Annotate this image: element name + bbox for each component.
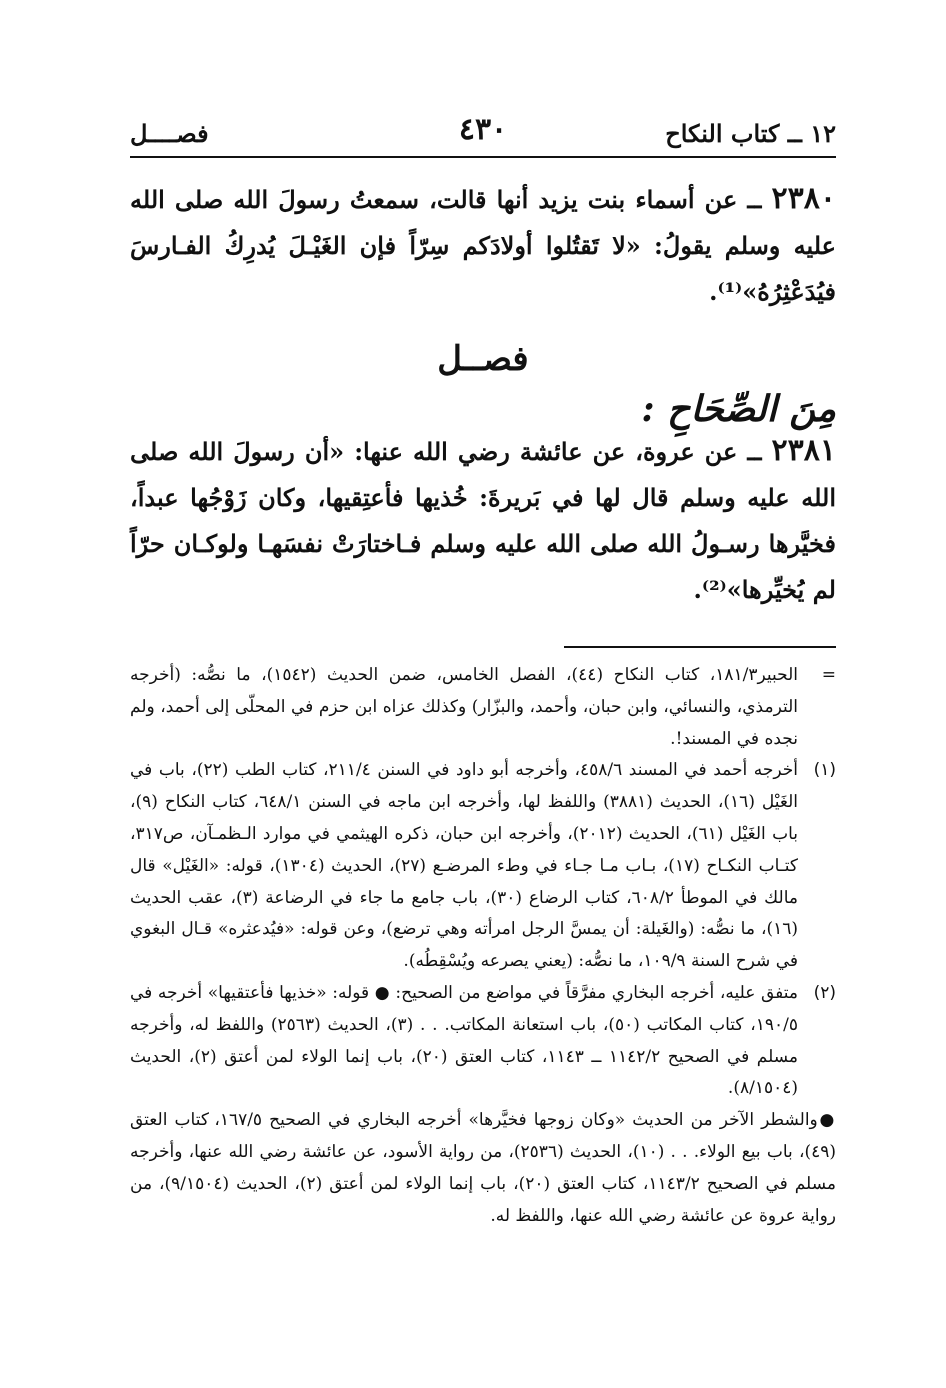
header-rule xyxy=(130,156,836,158)
hadith-2381 xyxy=(130,428,836,613)
running-header xyxy=(130,112,836,158)
footnote-text: أخرجه أحمد في المسند ٤٥٨/٦، وأخرجه أبو داود في السنن ٢١١/٤، كتاب الطب (٢٢)، باب في الغَيْل (١٦)، الحديث (٣٨٨١) واللفظ لها، وأخرجه ابن ماجه في السنن ٦٤٨/١، كتاب النكاح (٩)، باب الغَيْل (٦١)، الحديث (٢٠١٢)، وأخرجه ابن حبان، ذكره الهيثمي في موارد الـظمـآن، ص٣١٧، كتـاب النكـاح (١٧)، بـاب مـا جـاء في وطء المرضـع (٢٧)، الحديث (١٣٠٤)، قوله: «الغَيْل» قال مالك في الموطأ ٦٠٨/٢، كتاب الرضاع (٣٠)، باب جامع ما جاء في الرضاعة (٣)، عقب الحديث (١٦)، ما نصُّه: (والغَيلة: أن يمسَّ الرجل امرأته وهي ترضع)، وعن قوله: «فيُدعثره» قـال البغوي في شرح السنة ١٠٩/٩، ما نصُّه: (يعني يصرعه ويُسْقِطُه). xyxy=(130,760,798,972)
hadith-number: ٢٣٨٠ xyxy=(771,181,836,216)
page-number: ٤٣٠ xyxy=(458,112,508,147)
footnote-2 xyxy=(130,978,836,1105)
footnote-2-continued xyxy=(130,1105,836,1232)
page xyxy=(130,0,836,1388)
hadith-2381-paragraph xyxy=(130,428,836,613)
hadith-2380-paragraph xyxy=(130,176,836,315)
footnote-1 xyxy=(130,755,836,978)
footnote-continued xyxy=(130,660,836,755)
hadith-text: ــ عن أسماء بنت يزيد أنها قالت، سمعتُ رسولَ الله صلى الله عليه وسلم يقولُ: «لا تَقتُلوا أولادَكم سِرّاً فإن الغَيْـلَ يُدرِكُ الفـارسَ فيُدَعْثِرُهُ»⁽¹⁾. xyxy=(130,185,836,306)
footnote-marker: (٢) xyxy=(813,982,836,1003)
footnote-text: متفق عليه، أخرجه البخاري مفرَّقاً في مواضع من الصحيح: ● قوله: «خذيها فأعتقيها» أخرجه في ١٩٠/٥، كتاب المكاتب (٥٠)، باب استعانة المكاتب. . . (٣)، الحديث (٢٥٦٣) واللفظ له، وأخرجه مسلم في الصحيح ١١٤٢/٢ ــ ١١٤٣، كتاب العتق (٢٠)، باب إنما الولاء لمن أعتق (٢)، الحديث (٨/١٥٠٤). xyxy=(130,982,798,1099)
footnote-text: الحبير١٨١/٣، كتاب النكاح (٤٤)، الفصل الخامس، ضمن الحديث (١٥٤٢)، ما نصُّه: (أخرجه الترمذي، والنسائي، وابن حبان، وأحمد، والبزّار) وكذلك عزاه ابن حزم في المحلّى إلى أحمد، ولم نجده في المسند!. xyxy=(130,665,798,749)
header-section: فصــــل xyxy=(130,119,209,148)
footnote-marker: (١) xyxy=(813,760,836,781)
section-title: فصــل xyxy=(437,339,529,379)
hadith-text: ــ عن عروة، عن عائشة رضي الله عنها: «أن رسولَ الله صلى الله عليه وسلم قال لها في بَريرةَ: خُذيها فأعتِقيها، وكان زَوْجُها عبداً، فخيَّرها رسـولُ الله صلى الله عليه وسلم فـاختارَتْ نفسَهـا ولوكـان حرّاً لم يُخيِّرها»⁽²⁾. xyxy=(130,437,836,604)
hadith-2380 xyxy=(130,176,836,315)
footnote-text: ●والشطر الآخر من الحديث «وكان زوجها فخيَّرها» أخرجه البخاري في الصحيح ١٦٧/٥، كتاب العتق (٤٩)، باب بيع الولاء. . . (١٠)، الحديث (٢٥٣٦)، من رواية الأسود، عن عائشة رضي الله عنها، وأخرجه مسلم في الصحيح ١١٤٣/٢، كتاب العتق (٢٠)، باب إنما الولاء لمن أعتق (٢)، الحديث (٩/١٥٠٤)، من رواية عروة عن عائشة رضي الله عنها، واللفظ له. xyxy=(130,1110,836,1226)
header-chapter: ١٢ ــ كتاب النكاح xyxy=(665,119,836,148)
footnote-marker: = xyxy=(821,665,836,685)
source-heading: مِنَ الصِّحَاحِ : xyxy=(641,388,836,430)
footnote-divider xyxy=(564,646,836,648)
hadith-number: ٢٣٨١ xyxy=(771,433,836,468)
footnotes xyxy=(130,660,836,1232)
